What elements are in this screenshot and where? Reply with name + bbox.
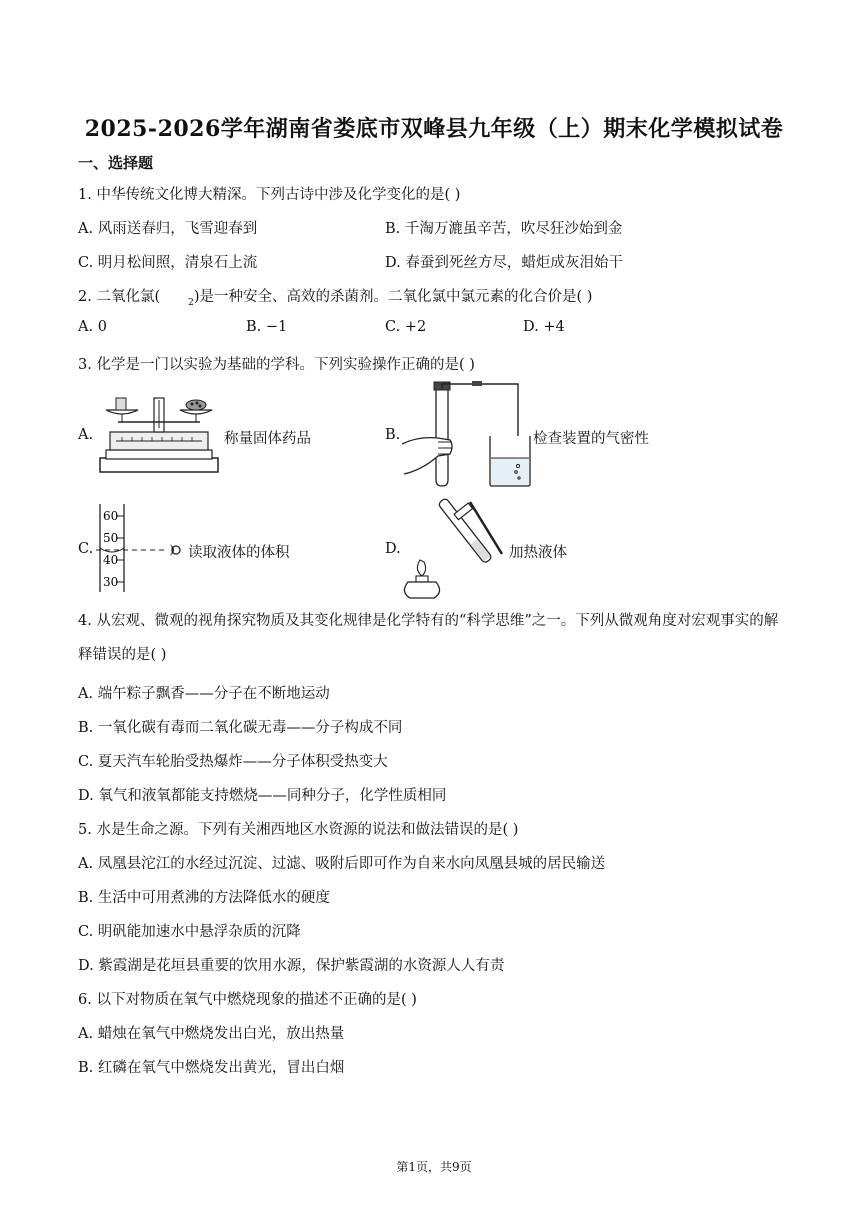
q6-option-a: A. 蜡烛在氧气中燃烧发出白光，放出热量 <box>78 1026 345 1042</box>
q5-option-c: C. 明矾能加速水中悬浮杂质的沉降 <box>78 924 301 940</box>
q6-option-b: B. 红磷在氧气中燃烧发出黄光，冒出白烟 <box>78 1060 345 1076</box>
q3-stem: 3. 化学是一门以实验为基础的学科。下列实验操作正确的是( ) <box>78 357 475 373</box>
q3-option-a-text: 称量固体药品 <box>224 431 311 447</box>
q3-option-d-text: 加热液体 <box>509 545 567 561</box>
page-footer: 第1页，共9页 <box>396 1160 472 1174</box>
q2-stem <box>78 285 592 308</box>
balance-figure <box>96 388 222 476</box>
q1-option-d: D. 春蚕到死丝方尽，蜡炬成灰泪始干 <box>385 255 623 271</box>
q2-option-c: C. +2 <box>385 319 427 335</box>
q5-option-d: D. 紫霞湖是花垣县重要的饮用水源，保护紫霞湖的水资源人人有责 <box>78 958 505 974</box>
q5-option-a: A. 凤凰县沱江的水经过沉淀、过滤、吸附后即可作为自来水向凤凰县城的居民输送 <box>78 856 606 872</box>
cylinder-mark-40: 40 <box>103 553 119 567</box>
q1-option-a: A. 风雨送春归，飞雪迎春到 <box>78 221 258 237</box>
q4-option-c: C. 夏天汽车轮胎受热爆炸——分子体积受热变大 <box>78 754 388 770</box>
cylinder-figure <box>96 500 188 596</box>
flame-icon <box>417 560 425 576</box>
q2-stem-part1: 2. 二氧化氯( <box>78 289 161 305</box>
q3-option-c-letter: C. <box>78 541 94 557</box>
q3-option-b-text: 检查装置的气密性 <box>533 431 649 447</box>
heating-figure <box>398 496 508 602</box>
q2-option-d: D. +4 <box>523 319 565 335</box>
q2-formula-subscript: 2 <box>188 297 194 308</box>
section-heading: 一、选择题 <box>78 154 154 172</box>
q4-stem: 4. 从宏观、微观的视角探究物质及其变化规律是化学特有的“科学思维”之一。下列从微观角度对宏观事实的解释错误的是( ) <box>78 613 779 663</box>
q2-option-a: A. 0 <box>78 319 107 335</box>
q1-stem: 1. 中华传统文化博大精深。下列古诗中涉及化学变化的是( ) <box>78 187 461 203</box>
q2-option-b: B. −1 <box>246 319 288 335</box>
cylinder-mark-30: 30 <box>103 575 119 589</box>
q4-option-b: B. 一氧化碳有毒而二氧化碳无毒——分子构成不同 <box>78 720 403 736</box>
q1-option-b: B. 千淘万漉虽辛苦，吹尽狂沙始到金 <box>385 221 623 237</box>
q4-option-d: D. 氧气和液氧都能支持燃烧——同种分子，化学性质相同 <box>78 788 447 804</box>
q4-option-a: A. 端午粽子飘香——分子在不断地运动 <box>78 686 330 702</box>
q3-option-d-letter: D. <box>385 541 401 557</box>
q1-option-c: C. 明月松间照，清泉石上流 <box>78 255 258 271</box>
cylinder-mark-50: 50 <box>103 531 119 545</box>
cylinder-mark-60: 60 <box>103 509 119 523</box>
airtightness-figure <box>400 380 532 488</box>
q3-option-b-letter: B. <box>385 427 401 443</box>
q3-option-c-text: 读取液体的体积 <box>188 545 290 561</box>
q5-stem: 5. 水是生命之源。下列有关湘西地区水资源的说法和做法错误的是( ) <box>78 822 519 838</box>
page-title: 2025-2026学年湖南省娄底市双峰县九年级（上）期末化学模拟试卷 <box>84 116 784 142</box>
q5-option-b: B. 生活中可用煮沸的方法降低水的硬度 <box>78 890 330 906</box>
q2-stem-part2: )是一种安全、高效的杀菌剂。二氧化氯中氯元素的化合价是( ) <box>193 289 593 305</box>
q3-option-a-letter: A. <box>78 427 94 443</box>
q6-stem: 6. 以下对物质在氧气中燃烧现象的描述不正确的是( ) <box>78 992 417 1008</box>
